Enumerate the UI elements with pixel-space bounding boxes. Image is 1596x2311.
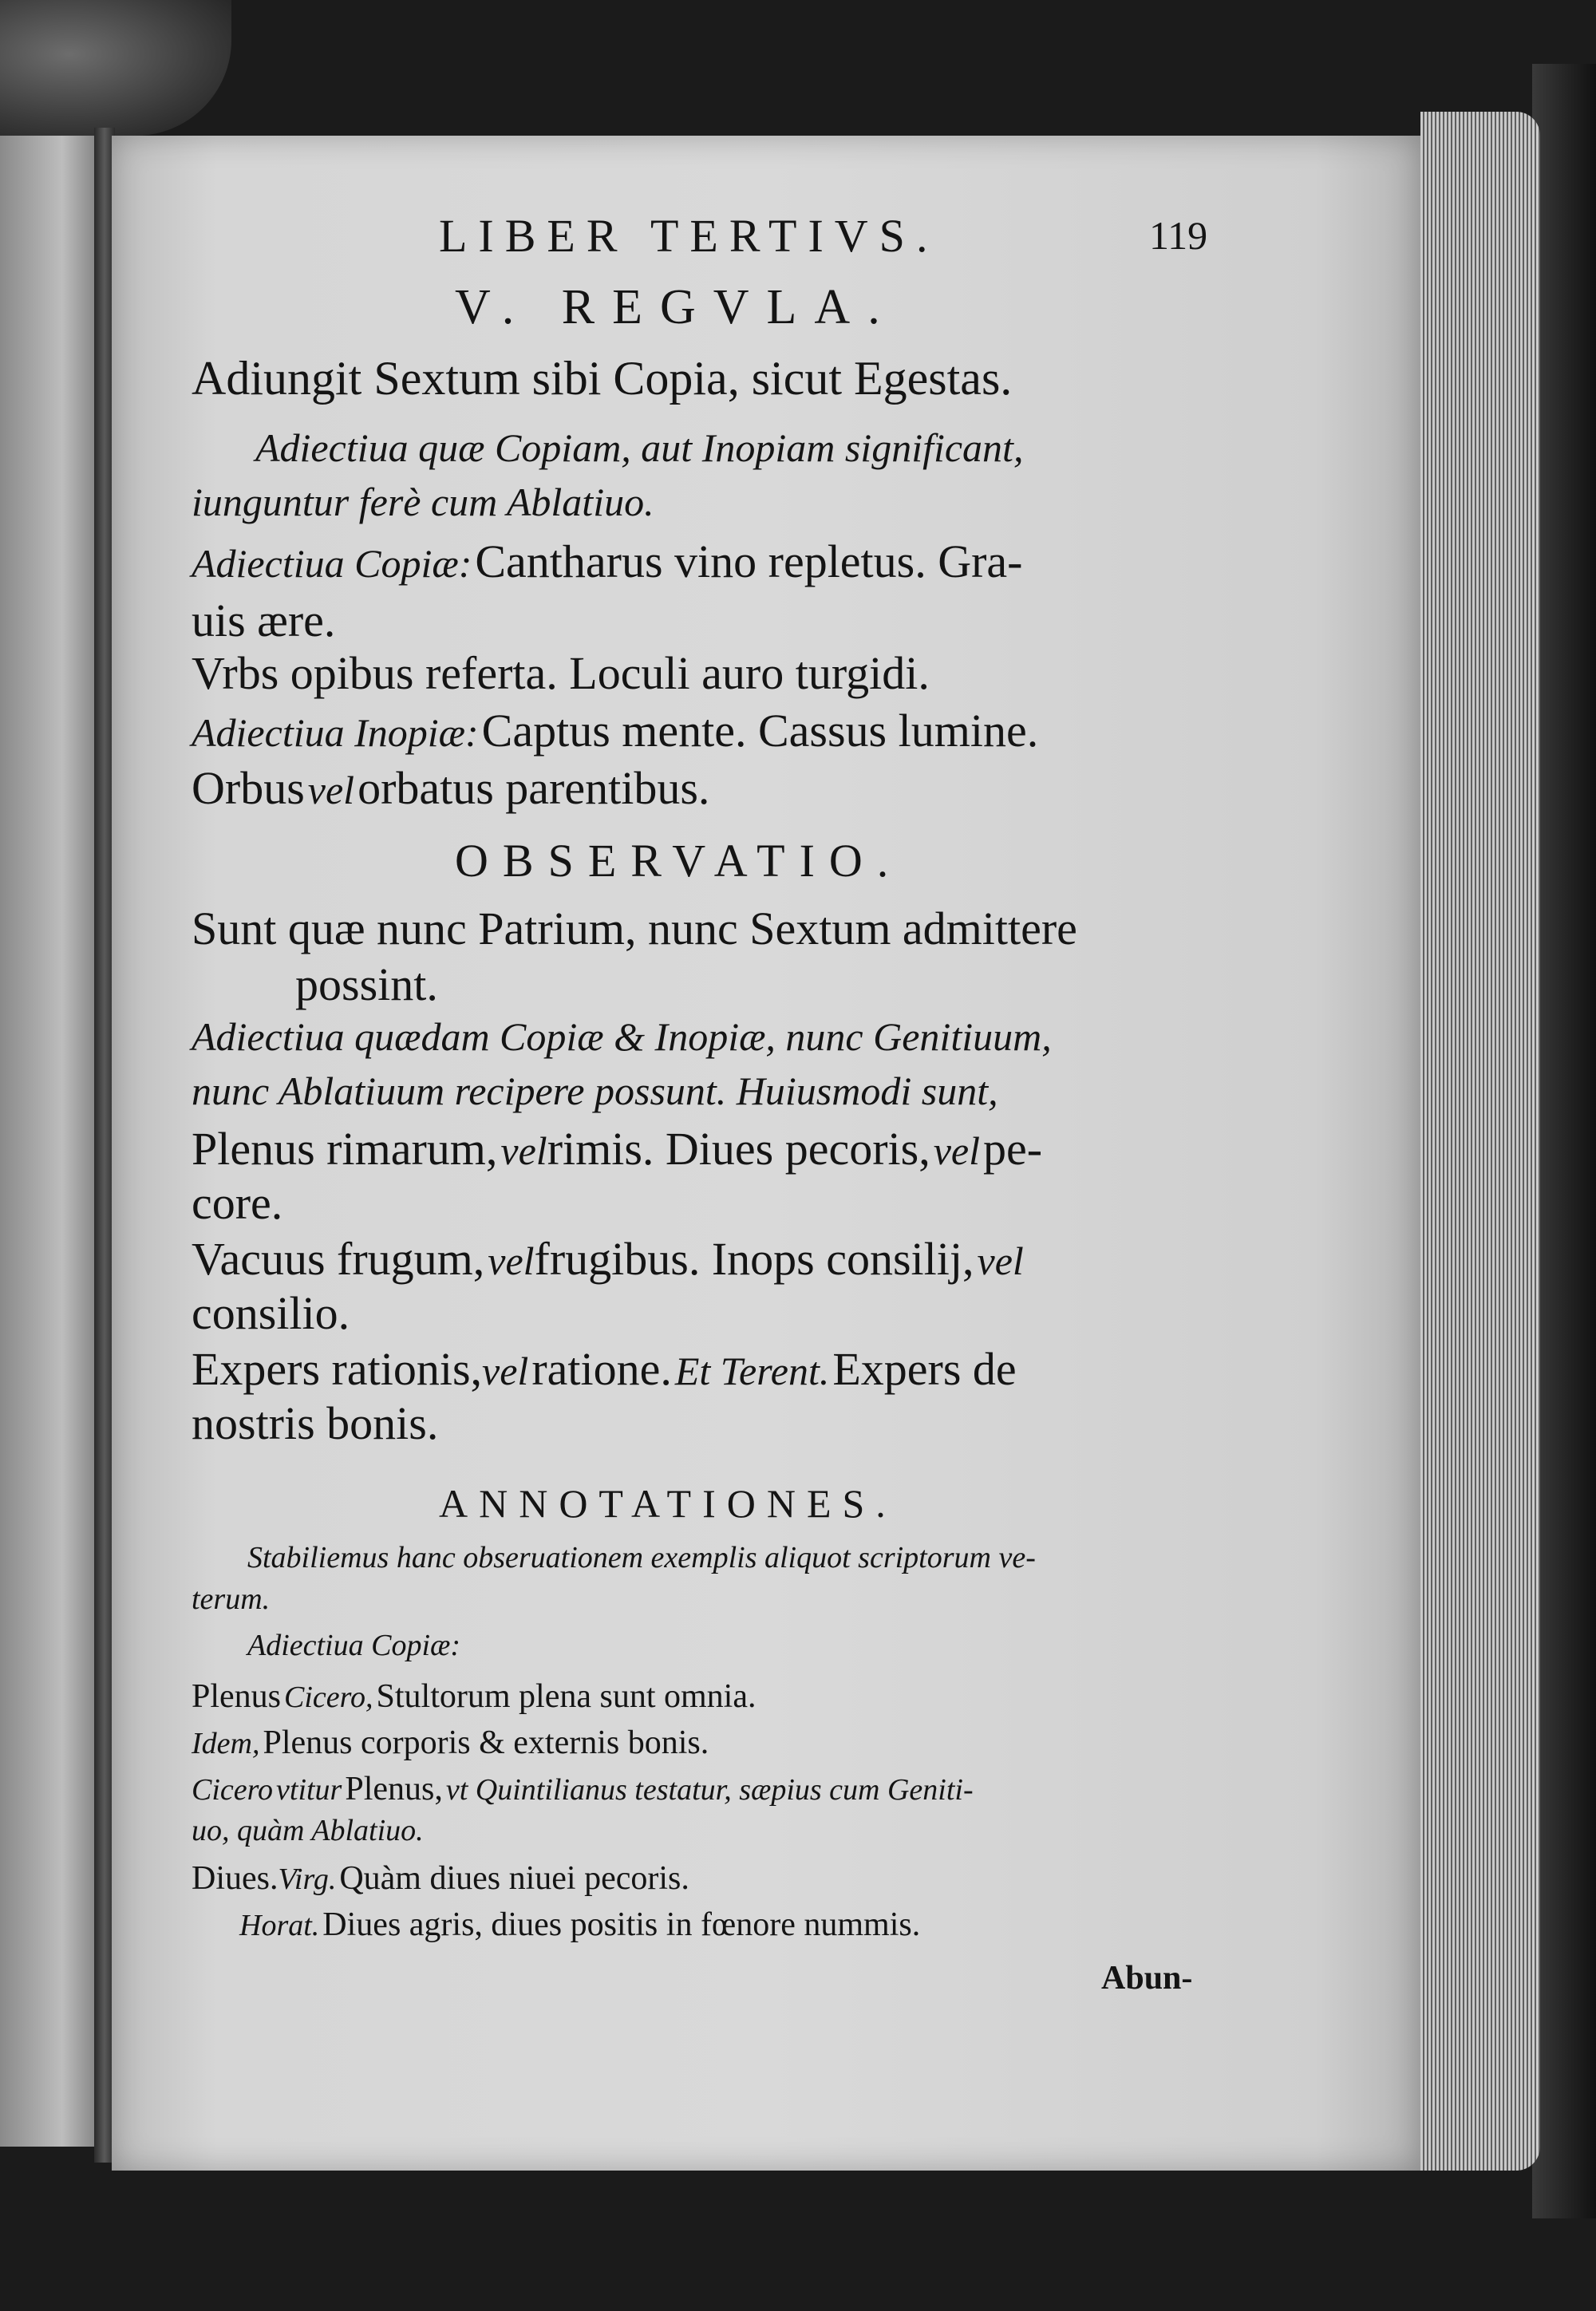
page bbox=[112, 136, 1420, 2171]
a1-author: Cicero, bbox=[284, 1681, 373, 1714]
a4-word: Diues. bbox=[192, 1860, 279, 1897]
running-title: LIBER TERTIVS. bbox=[439, 210, 939, 262]
bookmark-ribbon bbox=[0, 0, 231, 136]
copia-line2: uis ære. bbox=[192, 595, 336, 646]
inopia-label: Adiectiua Inopiæ: bbox=[192, 710, 479, 755]
ex1-part-b: rimis. Diues pecoris, bbox=[547, 1123, 930, 1175]
a2-quote: Plenus corporis & externis bonis. bbox=[263, 1724, 709, 1761]
page-edges bbox=[1420, 112, 1540, 2171]
observatio-line2: possint. bbox=[295, 958, 438, 1010]
ex1-part-a: Plenus rimarum, bbox=[192, 1123, 498, 1175]
annotationes-intro-line2: terum. bbox=[192, 1582, 271, 1616]
a3-plenus: Plenus, bbox=[345, 1771, 443, 1807]
ex1-vel: vel bbox=[500, 1128, 547, 1173]
a3-author: Cicero bbox=[192, 1773, 274, 1807]
a5-author: Horat. bbox=[239, 1909, 320, 1942]
ex2-part-b: frugibus. Inops consilij, bbox=[534, 1233, 974, 1285]
inopia-line1 bbox=[192, 704, 1038, 757]
a1-quote: Stultorum plena sunt omnia. bbox=[376, 1678, 757, 1715]
copia-line1 bbox=[192, 535, 1023, 588]
inopia-line1-text: Captus mente. Cassus lumine. bbox=[481, 705, 1039, 757]
book-cover-edge bbox=[1532, 64, 1596, 2218]
copia-label: Adiectiua Copiæ: bbox=[192, 541, 472, 586]
page-number: 119 bbox=[1149, 213, 1208, 258]
copia-line3: Vrbs opibus referta. Loculi auro turgidi. bbox=[192, 647, 930, 699]
observatio-example2 bbox=[192, 1232, 1024, 1286]
a3-remark: vt Quintilianus testatur, sæpius cum Geniti- bbox=[445, 1773, 974, 1807]
rule-explanation-line1: Adiectiua quæ Copiam, aut Inopiam significant, bbox=[255, 425, 1024, 470]
page-content bbox=[112, 136, 1420, 2171]
inopia-word-vel: vel bbox=[307, 768, 355, 812]
a2-author: Idem, bbox=[192, 1727, 260, 1760]
annotation-line4 bbox=[192, 1859, 689, 1898]
observatio-line1: Sunt quæ nunc Patrium, nunc Sextum admittere bbox=[192, 903, 1077, 954]
annotation-line2 bbox=[192, 1724, 709, 1762]
ex2-vel2: vel bbox=[977, 1238, 1024, 1283]
a4-quote: Quàm diues niuei pecoris. bbox=[339, 1860, 689, 1897]
observatio-example3 bbox=[192, 1342, 1017, 1396]
ex2-part-a: Vacuus frugum, bbox=[192, 1233, 485, 1285]
ex3-part-b: ratione. bbox=[531, 1343, 672, 1395]
ex3-et-terent: Et Terent. bbox=[674, 1349, 830, 1393]
ex3-vel: vel bbox=[482, 1349, 529, 1393]
a5-quote: Diues agris, diues positis in fœnore nummis. bbox=[322, 1906, 921, 1943]
ex1-vel2: vel bbox=[933, 1128, 980, 1173]
ex3-part-a: Expers rationis, bbox=[192, 1343, 483, 1395]
inopia-word-orbatus: orbatus parentibus. bbox=[358, 762, 710, 814]
ex3-part-c: Expers de bbox=[832, 1343, 1017, 1395]
annotation-line3-cont: uo, quàm Ablatiuo. bbox=[192, 1814, 424, 1847]
copia-line1-text: Cantharus vino repletus. Gra- bbox=[475, 535, 1023, 587]
a4-author: Virg. bbox=[278, 1863, 337, 1896]
inopia-word-orbus: Orbus bbox=[192, 762, 305, 814]
annotationes-sublabel: Adiectiua Copiæ: bbox=[247, 1629, 461, 1662]
rule-verse: Adiungit Sextum sibi Copia, sicut Egestas. bbox=[192, 352, 1013, 405]
observatio-heading: OBSERVATIO. bbox=[455, 835, 903, 887]
annotationes-intro-line1: Stabiliemus hanc obseruationem exemplis aliquot scriptorum ve- bbox=[247, 1541, 1036, 1574]
annotation-line1 bbox=[192, 1677, 757, 1716]
a1-word: Plenus bbox=[192, 1678, 282, 1715]
observatio-example1-cont: core. bbox=[192, 1177, 283, 1229]
ex1-part-c: pe- bbox=[983, 1123, 1043, 1175]
annotation-line5 bbox=[239, 1906, 920, 1944]
rule-heading: V. REGVLA. bbox=[455, 280, 898, 334]
catchword: Abun- bbox=[1101, 1960, 1193, 1997]
inopia-line2 bbox=[192, 761, 709, 815]
observatio-example1 bbox=[192, 1122, 1042, 1175]
observatio-italic-line1: Adiectiua quædam Copiæ & Inopiæ, nunc Genitiuum, bbox=[192, 1014, 1052, 1059]
observatio-italic-line2: nunc Ablatiuum recipere possunt. Huiusmodi sunt, bbox=[192, 1069, 998, 1113]
observatio-example2-cont: consilio. bbox=[192, 1287, 350, 1339]
annotation-line3 bbox=[192, 1770, 974, 1808]
annotationes-heading: ANNOTATIONES. bbox=[439, 1481, 897, 1526]
left-page-edge bbox=[0, 136, 104, 2147]
rule-explanation-line2: iunguntur ferè cum Ablatiuo. bbox=[192, 480, 654, 524]
observatio-example3-cont: nostris bonis. bbox=[192, 1397, 439, 1449]
a3-vtitur: vtitur bbox=[276, 1773, 342, 1807]
ex2-vel: vel bbox=[488, 1238, 535, 1283]
